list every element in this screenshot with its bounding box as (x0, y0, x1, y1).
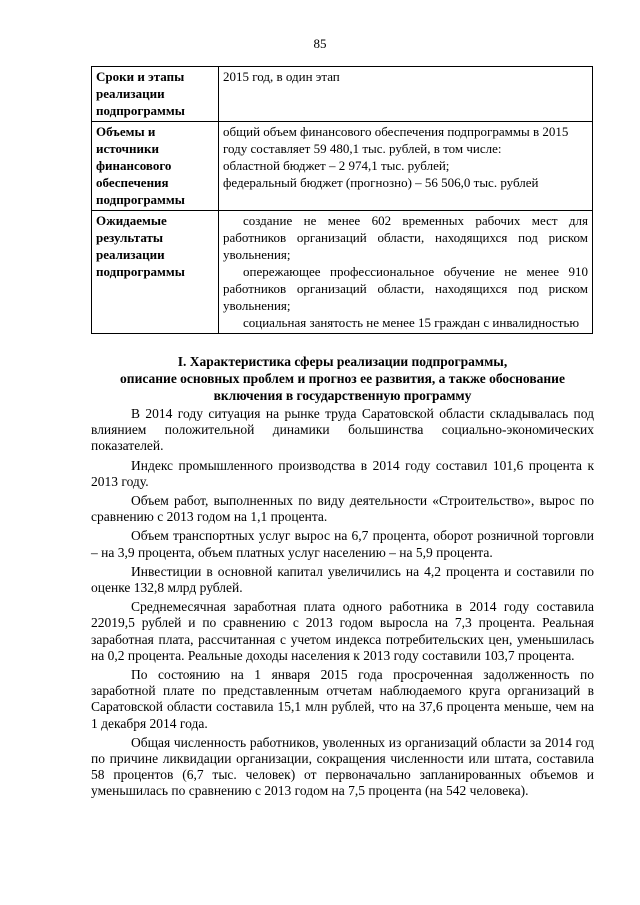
row-label-timing: Сроки и этапы реализации подпрограммы (92, 67, 219, 122)
body-paragraph: По состоянию на 1 января 2015 года просроченная задолженность по заработной плате по представленным отчетам наблюдаемого круга организаций в Саратовской области составила 15,1 млн рублей, что на 37,6 процента меньше, чем на 1 декабря 2014 года. (91, 667, 594, 731)
body-paragraph: Инвестиции в основной капитал увеличились на 4,2 процента и составили по оценке 132,8 млрд рублей. (91, 563, 594, 596)
timing-text: 2015 год, в один этап (223, 69, 340, 84)
funding-total-text: общий объем финансового обеспечения подпрограммы в 2015 году составляет 59 480,1 тыс. рублей, в том числе: (223, 124, 569, 156)
heading-line: включения в государственную программу (213, 388, 472, 403)
row-label-funding: Объемы и источники финансового обеспечения подпрограммы (92, 122, 219, 211)
section-body (91, 406, 594, 803)
body-paragraph: Объем транспортных услуг вырос на 6,7 процента, оборот розничной торговли – на 3,9 процента, объем платных услуг населению – на 5,9 процента. (91, 528, 594, 560)
page-number: 85 (313, 36, 327, 51)
result-item: социальная занятость не менее 15 граждан с инвалидностью (243, 315, 580, 330)
row-value-funding (219, 122, 593, 211)
heading-line: I. Характеристика сферы реализации подпрограммы, (177, 354, 508, 369)
funding-regional-text: областной бюджет – 2 974,1 тыс. рублей; (223, 158, 450, 173)
body-paragraph: Объем работ, выполненных по виду деятельности «Строительство», вырос по сравнению с 2013 годом на 1,1 процента. (91, 493, 594, 525)
result-item: создание не менее 602 временных рабочих мест для работников организаций области, находящихся под риском увольнения; (223, 213, 588, 262)
row-value-timing (219, 67, 593, 122)
body-paragraph: Индекс промышленного производства в 2014 году составил 101,6 процента к 2013 году. (91, 457, 594, 489)
body-paragraph: Среднемесячная заработная плата одного работника в 2014 году составила 22019,5 рублей и по сравнению с 2013 годом выросла на 7,3 процента. Реальная заработная плата, рассчитанная с учетом индекса потребительских цен, уменьшилась на 0,2 процента. Реальные доходы населения к 2013 году составили 103,7 процента. (91, 599, 594, 663)
funding-federal-text: федеральный бюджет (прогнозно) – 56 506,0 тыс. рублей (223, 175, 539, 190)
heading-line: описание основных проблем и прогноз ее развития, а также обоснование (120, 371, 565, 386)
section-heading (90, 353, 595, 404)
subprogram-passport-table (91, 66, 593, 334)
table-row (92, 211, 593, 334)
body-paragraph: Общая численность работников, уволенных из организаций области за 2014 год по причине ликвидации организации, сокращения численности или штата, составила 58 процентов (6,7 тыс. человек) от первоначально запланированных объемов и уменьшилась по сравнению с 2013 годом на 7,5 процента (на 542 человека). (91, 734, 594, 799)
table-row (92, 67, 593, 122)
row-label-results: Ожидаемые результаты реализации подпрограммы (92, 211, 219, 334)
table-row (92, 122, 593, 211)
result-item: опережающее профессиональное обучение не менее 910 работников организаций области, находящихся под риском увольнения; (223, 264, 588, 313)
body-paragraph: В 2014 году ситуация на рынке труда Саратовской области складывалась под влиянием положительной динамики большинства социально-экономических показателей. (91, 406, 594, 454)
row-value-results (219, 211, 593, 334)
